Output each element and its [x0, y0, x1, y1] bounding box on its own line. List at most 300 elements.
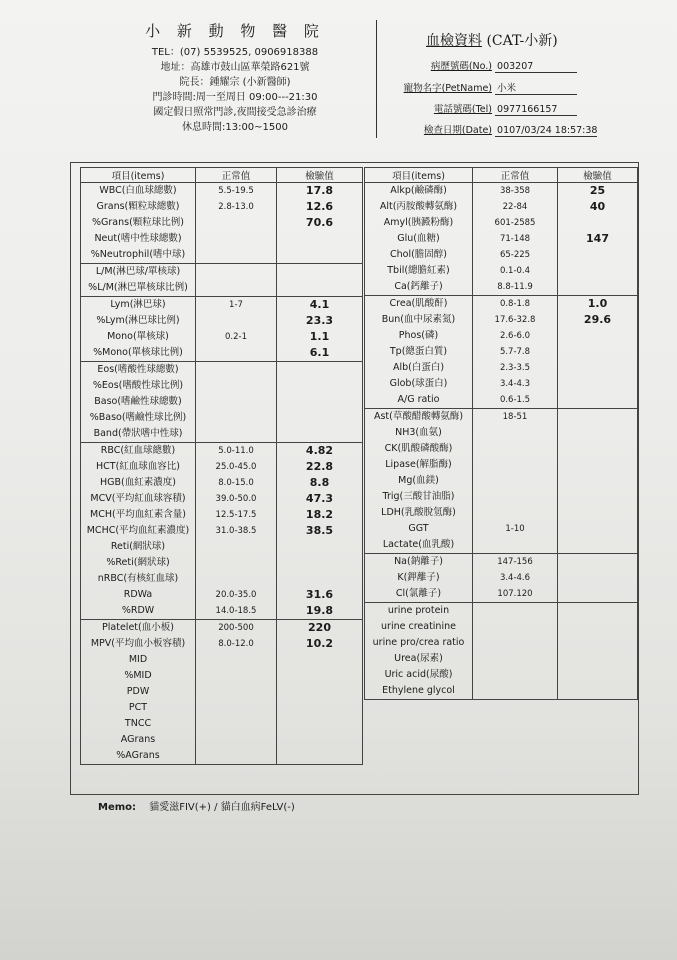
row-result: 22.8 — [277, 459, 363, 475]
row-item: Platelet(血小板) — [81, 620, 196, 637]
header-normal: 正常值 — [196, 168, 277, 183]
table-row — [81, 199, 363, 215]
memo-label: Memo: — [98, 802, 137, 813]
table-row — [365, 586, 638, 603]
row-item: %Baso(嗜鹼性球比例) — [81, 410, 196, 426]
table-row — [81, 716, 363, 732]
row-result — [558, 441, 638, 457]
row-result — [277, 700, 363, 716]
row-result — [558, 409, 638, 426]
row-item: Cl(氯離子) — [365, 586, 473, 603]
row-normal-range: 601-2585 — [473, 215, 558, 231]
row-normal-range — [196, 280, 277, 297]
clinic-tel: TEL：(07) 5539525, 0906918388 — [151, 47, 319, 58]
row-normal-range: 25.0-45.0 — [196, 459, 277, 475]
row-result: 6.1 — [277, 345, 363, 362]
row-item: HCT(紅血球血容比) — [81, 459, 196, 475]
table-row — [81, 475, 363, 491]
row-normal-range — [196, 362, 277, 379]
table-row — [81, 183, 363, 200]
table-row — [81, 523, 363, 539]
row-item: Baso(嗜鹼性球總數) — [81, 394, 196, 410]
row-result: 17.8 — [277, 183, 363, 200]
row-result: 19.8 — [277, 603, 363, 620]
table-row — [81, 280, 363, 297]
table-row — [365, 473, 638, 489]
row-normal-range — [196, 716, 277, 732]
row-result: 23.3 — [277, 313, 363, 329]
table-row — [365, 441, 638, 457]
row-item: Grans(顆粒球總數) — [81, 199, 196, 215]
table-row — [81, 491, 363, 507]
table-row — [365, 570, 638, 586]
row-item: Mg(血鎂) — [365, 473, 473, 489]
row-normal-range — [473, 603, 558, 620]
table-row — [365, 603, 638, 620]
row-normal-range: 22-84 — [473, 199, 558, 215]
row-normal-range — [196, 264, 277, 281]
row-normal-range — [196, 732, 277, 748]
row-normal-range — [196, 247, 277, 264]
table-row — [81, 426, 363, 443]
table-row — [365, 651, 638, 667]
row-normal-range: 107.120 — [473, 586, 558, 603]
row-normal-range: 2.3-3.5 — [473, 360, 558, 376]
row-item: GGT — [365, 521, 473, 537]
row-item: %MID — [81, 668, 196, 684]
row-result — [558, 619, 638, 635]
row-normal-range — [473, 441, 558, 457]
row-item: Glu(血糖) — [365, 231, 473, 247]
table-row — [365, 554, 638, 571]
header-items: 項目(items) — [81, 168, 196, 183]
row-normal-range — [473, 425, 558, 441]
row-normal-range: 1-7 — [196, 297, 277, 314]
row-result: 10.2 — [277, 636, 363, 652]
row-result: 12.6 — [277, 199, 363, 215]
row-normal-range: 3.4-4.6 — [473, 570, 558, 586]
table-row — [81, 443, 363, 460]
row-result — [558, 215, 638, 231]
row-normal-range: 39.0-50.0 — [196, 491, 277, 507]
table-row — [81, 668, 363, 684]
row-item: Uric acid(尿酸) — [365, 667, 473, 683]
row-item: Band(帶狀嗜中性球) — [81, 426, 196, 443]
row-item: Ethylene glycol — [365, 683, 473, 700]
row-result: 1.1 — [277, 329, 363, 345]
pet-name-row — [396, 80, 586, 95]
clinic-holiday-note: 國定假日照常門診,夜間接受急診治療 — [153, 107, 317, 118]
table-row — [365, 489, 638, 505]
row-item: Lym(淋巴球) — [81, 297, 196, 314]
clinic-rest-time: 休息時間:13:00~1500 — [181, 122, 288, 133]
row-result: 29.6 — [558, 312, 638, 328]
row-normal-range: 0.2-1 — [196, 329, 277, 345]
row-result — [558, 554, 638, 571]
row-result — [277, 280, 363, 297]
header-divider — [376, 20, 377, 138]
table-row — [81, 652, 363, 668]
row-normal-range: 5.0-11.0 — [196, 443, 277, 460]
header-result: 檢驗值 — [558, 168, 638, 183]
row-result — [558, 360, 638, 376]
row-result — [558, 489, 638, 505]
header-items: 項目(items) — [365, 168, 473, 183]
table-row — [81, 264, 363, 281]
row-result — [277, 652, 363, 668]
row-item: Trig(三酸甘油脂) — [365, 489, 473, 505]
row-normal-range — [473, 635, 558, 651]
row-item: urine protein — [365, 603, 473, 620]
row-result — [558, 521, 638, 537]
row-normal-range — [196, 555, 277, 571]
row-result — [558, 376, 638, 392]
table-row — [365, 619, 638, 635]
row-normal-range: 3.4-4.3 — [473, 376, 558, 392]
row-result: 38.5 — [277, 523, 363, 539]
row-result — [277, 571, 363, 587]
row-result — [277, 426, 363, 443]
row-result — [277, 748, 363, 765]
row-result — [558, 586, 638, 603]
row-result — [277, 231, 363, 247]
table-row — [365, 199, 638, 215]
table-row — [81, 571, 363, 587]
table-row — [365, 312, 638, 328]
row-result — [558, 473, 638, 489]
table-row — [365, 215, 638, 231]
row-item: Phos(磷) — [365, 328, 473, 344]
header-normal: 正常值 — [473, 168, 558, 183]
exam-date-row — [396, 122, 598, 137]
row-result — [277, 684, 363, 700]
row-normal-range — [473, 683, 558, 700]
row-result — [558, 457, 638, 473]
row-item: Ast(草酸醋酸轉氨酶) — [365, 409, 473, 426]
table-row — [365, 505, 638, 521]
cbc-results-table — [80, 167, 363, 765]
row-item: MPV(平均血小板容積) — [81, 636, 196, 652]
table-row — [365, 247, 638, 263]
table-row — [365, 231, 638, 247]
row-result: 70.6 — [277, 215, 363, 231]
row-item: Glob(球蛋白) — [365, 376, 473, 392]
row-result — [558, 683, 638, 700]
row-item: Crea(肌酸酐) — [365, 296, 473, 313]
exam-date-label: 檢查日期(Date) — [423, 125, 492, 136]
row-item: %AGrans — [81, 748, 196, 765]
row-normal-range — [196, 571, 277, 587]
chemistry-results-table — [364, 167, 638, 700]
row-normal-range — [473, 619, 558, 635]
row-item: RBC(紅血球總數) — [81, 443, 196, 460]
row-normal-range: 0.8-1.8 — [473, 296, 558, 313]
table-row — [365, 667, 638, 683]
table-row — [365, 457, 638, 473]
clinic-name: 小 新 動 物 醫 院 — [145, 22, 325, 40]
row-normal-range — [196, 652, 277, 668]
row-normal-range: 65-225 — [473, 247, 558, 263]
row-normal-range: 12.5-17.5 — [196, 507, 277, 523]
row-normal-range — [196, 539, 277, 555]
table-row — [81, 215, 363, 231]
row-item: %L/M(淋巴單核球比例) — [81, 280, 196, 297]
row-result: 31.6 — [277, 587, 363, 603]
row-item: Amyl(胰澱粉酶) — [365, 215, 473, 231]
table-row — [81, 297, 363, 314]
row-item: K(鉀離子) — [365, 570, 473, 586]
row-result — [277, 555, 363, 571]
row-item: LDH(乳酸脫氫酶) — [365, 505, 473, 521]
table-row — [365, 392, 638, 409]
row-normal-range: 1-10 — [473, 521, 558, 537]
table-row — [81, 636, 363, 652]
row-item: %Eos(嗜酸性球比例) — [81, 378, 196, 394]
row-item: %Grans(顆粒球比例) — [81, 215, 196, 231]
row-result — [277, 410, 363, 426]
row-result — [277, 539, 363, 555]
row-normal-range — [196, 700, 277, 716]
row-normal-range: 38-358 — [473, 183, 558, 200]
table-row — [365, 409, 638, 426]
row-item: %Reti(網狀球) — [81, 555, 196, 571]
row-result: 4.1 — [277, 297, 363, 314]
table-row — [365, 263, 638, 279]
row-result — [558, 651, 638, 667]
table-row — [81, 700, 363, 716]
clinic-director: 院長：鍾耀宗 (小新醫師) — [179, 77, 291, 88]
memo-text: 貓愛滋FIV(+) / 貓白血病FeLV(-) — [149, 802, 295, 813]
row-item: PDW — [81, 684, 196, 700]
row-item: Tp(總蛋白質) — [365, 344, 473, 360]
row-result — [558, 570, 638, 586]
row-item: HGB(血紅素濃度) — [81, 475, 196, 491]
row-item: Eos(嗜酸性球總數) — [81, 362, 196, 379]
row-result — [277, 732, 363, 748]
row-normal-range: 18-51 — [473, 409, 558, 426]
row-normal-range — [473, 651, 558, 667]
row-normal-range — [196, 313, 277, 329]
pet-name-value: 小米 — [495, 80, 577, 95]
row-item: MCH(平均血紅素含量) — [81, 507, 196, 523]
row-result: 18.2 — [277, 507, 363, 523]
row-item: Lipase(解脂酶) — [365, 457, 473, 473]
table-row — [81, 362, 363, 379]
table-row — [365, 376, 638, 392]
table-header-row — [365, 168, 638, 183]
row-result — [277, 378, 363, 394]
table-row — [81, 603, 363, 620]
row-item: Alt(丙胺酸轉氨酶) — [365, 199, 473, 215]
row-item: nRBC(有核紅血球) — [81, 571, 196, 587]
row-item: AGrans — [81, 732, 196, 748]
row-result — [558, 667, 638, 683]
row-result — [558, 505, 638, 521]
table-row — [81, 329, 363, 345]
table-row — [365, 183, 638, 200]
row-item: Neut(嗜中性球總數) — [81, 231, 196, 247]
row-result: 220 — [277, 620, 363, 637]
clinic-address: 地址：高雄市鼓山區華榮路621號 — [160, 62, 310, 73]
table-row — [365, 683, 638, 700]
row-result: 4.82 — [277, 443, 363, 460]
row-result — [558, 603, 638, 620]
row-normal-range: 5.7-7.8 — [473, 344, 558, 360]
row-normal-range — [473, 457, 558, 473]
pet-name-label: 寵物名字(PetName) — [403, 83, 492, 94]
row-item: Na(鈉離子) — [365, 554, 473, 571]
table-row — [365, 521, 638, 537]
row-normal-range — [196, 410, 277, 426]
table-row — [365, 279, 638, 296]
row-result — [277, 264, 363, 281]
row-normal-range — [473, 505, 558, 521]
row-normal-range — [196, 748, 277, 765]
row-result — [558, 279, 638, 296]
phone-label: 電話號碼(Tel) — [433, 104, 492, 115]
row-item: Alb(白蛋白) — [365, 360, 473, 376]
row-item: Urea(尿素) — [365, 651, 473, 667]
row-result — [277, 247, 363, 264]
table-row — [81, 410, 363, 426]
row-item: Reti(網狀球) — [81, 539, 196, 555]
row-item: CK(肌酸磷酸酶) — [365, 441, 473, 457]
row-item: %Lym(淋巴球比例) — [81, 313, 196, 329]
row-normal-range: 17.6-32.8 — [473, 312, 558, 328]
row-item: TNCC — [81, 716, 196, 732]
table-row — [365, 425, 638, 441]
row-normal-range — [196, 345, 277, 362]
row-normal-range — [196, 426, 277, 443]
row-result: 25 — [558, 183, 638, 200]
row-normal-range: 0.6-1.5 — [473, 392, 558, 409]
table-row — [81, 748, 363, 765]
row-item: Tbil(總膽紅素) — [365, 263, 473, 279]
table-row — [81, 231, 363, 247]
table-row — [81, 684, 363, 700]
table-row — [81, 459, 363, 475]
report-title-text: 血檢資料 — [426, 33, 482, 49]
row-item: Bun(血中尿素氮) — [365, 312, 473, 328]
row-normal-range: 2.6-6.0 — [473, 328, 558, 344]
row-item: L/M(淋巴球/單核球) — [81, 264, 196, 281]
table-row — [365, 635, 638, 651]
table-row — [365, 537, 638, 554]
row-normal-range — [473, 537, 558, 554]
row-normal-range: 20.0-35.0 — [196, 587, 277, 603]
header-result: 檢驗值 — [277, 168, 363, 183]
row-normal-range: 8.0-15.0 — [196, 475, 277, 491]
table-header-row — [81, 168, 363, 183]
row-item: %Mono(單核球比例) — [81, 345, 196, 362]
row-normal-range: 71-148 — [473, 231, 558, 247]
table-row — [365, 344, 638, 360]
row-result — [558, 263, 638, 279]
record-number-label: 病歷號碼(No.) — [430, 61, 492, 72]
row-item: urine creatinine — [365, 619, 473, 635]
row-result — [558, 344, 638, 360]
row-item: MCHC(平均血紅素濃度) — [81, 523, 196, 539]
record-number-row — [396, 58, 586, 73]
row-item: Chol(膽固醇) — [365, 247, 473, 263]
row-item: %Neutrophil(嗜中球) — [81, 247, 196, 264]
row-item: Mono(單核球) — [81, 329, 196, 345]
row-result — [558, 392, 638, 409]
row-item: MCV(平均紅血球容積) — [81, 491, 196, 507]
table-row — [81, 620, 363, 637]
row-result — [558, 247, 638, 263]
row-item: Alkp(鹼磷酶) — [365, 183, 473, 200]
row-item: Lactate(血乳酸) — [365, 537, 473, 554]
row-result — [558, 328, 638, 344]
row-normal-range — [196, 215, 277, 231]
row-result — [277, 668, 363, 684]
clinic-hours: 門診時間:周一至周日 09:00---21:30 — [152, 92, 318, 103]
memo — [98, 798, 295, 813]
row-item: PCT — [81, 700, 196, 716]
row-result: 40 — [558, 199, 638, 215]
phone-value: 0977166157 — [495, 104, 577, 116]
row-normal-range — [196, 668, 277, 684]
row-normal-range: 147-156 — [473, 554, 558, 571]
row-normal-range — [473, 489, 558, 505]
table-row — [81, 539, 363, 555]
table-row — [81, 507, 363, 523]
table-row — [81, 394, 363, 410]
row-normal-range — [196, 684, 277, 700]
row-item: RDWa — [81, 587, 196, 603]
row-normal-range: 200-500 — [196, 620, 277, 637]
row-result — [558, 635, 638, 651]
row-result: 8.8 — [277, 475, 363, 491]
row-normal-range — [196, 378, 277, 394]
table-row — [81, 378, 363, 394]
clinic-header — [110, 20, 360, 135]
row-result — [558, 537, 638, 554]
table-row — [81, 732, 363, 748]
row-normal-range — [473, 473, 558, 489]
report-subtitle: (CAT-小新) — [486, 33, 558, 49]
row-normal-range: 8.8-11.9 — [473, 279, 558, 296]
table-row — [365, 360, 638, 376]
row-normal-range: 2.8-13.0 — [196, 199, 277, 215]
row-normal-range — [473, 667, 558, 683]
row-normal-range: 5.5-19.5 — [196, 183, 277, 200]
row-item: Ca(鈣離子) — [365, 279, 473, 296]
row-item: MID — [81, 652, 196, 668]
report-title — [426, 30, 558, 50]
phone-row — [396, 101, 586, 116]
row-result: 1.0 — [558, 296, 638, 313]
row-result — [277, 716, 363, 732]
row-result: 147 — [558, 231, 638, 247]
row-item: %RDW — [81, 603, 196, 620]
row-item: WBC(白血球總數) — [81, 183, 196, 200]
row-normal-range: 8.0-12.0 — [196, 636, 277, 652]
row-item: NH3(血氨) — [365, 425, 473, 441]
row-normal-range: 14.0-18.5 — [196, 603, 277, 620]
table-row — [81, 345, 363, 362]
row-result — [277, 362, 363, 379]
row-normal-range: 31.0-38.5 — [196, 523, 277, 539]
table-row — [365, 296, 638, 313]
row-result — [558, 425, 638, 441]
row-item: urine pro/crea ratio — [365, 635, 473, 651]
table-row — [81, 313, 363, 329]
row-normal-range — [196, 394, 277, 410]
row-result — [277, 394, 363, 410]
row-normal-range: 0.1-0.4 — [473, 263, 558, 279]
